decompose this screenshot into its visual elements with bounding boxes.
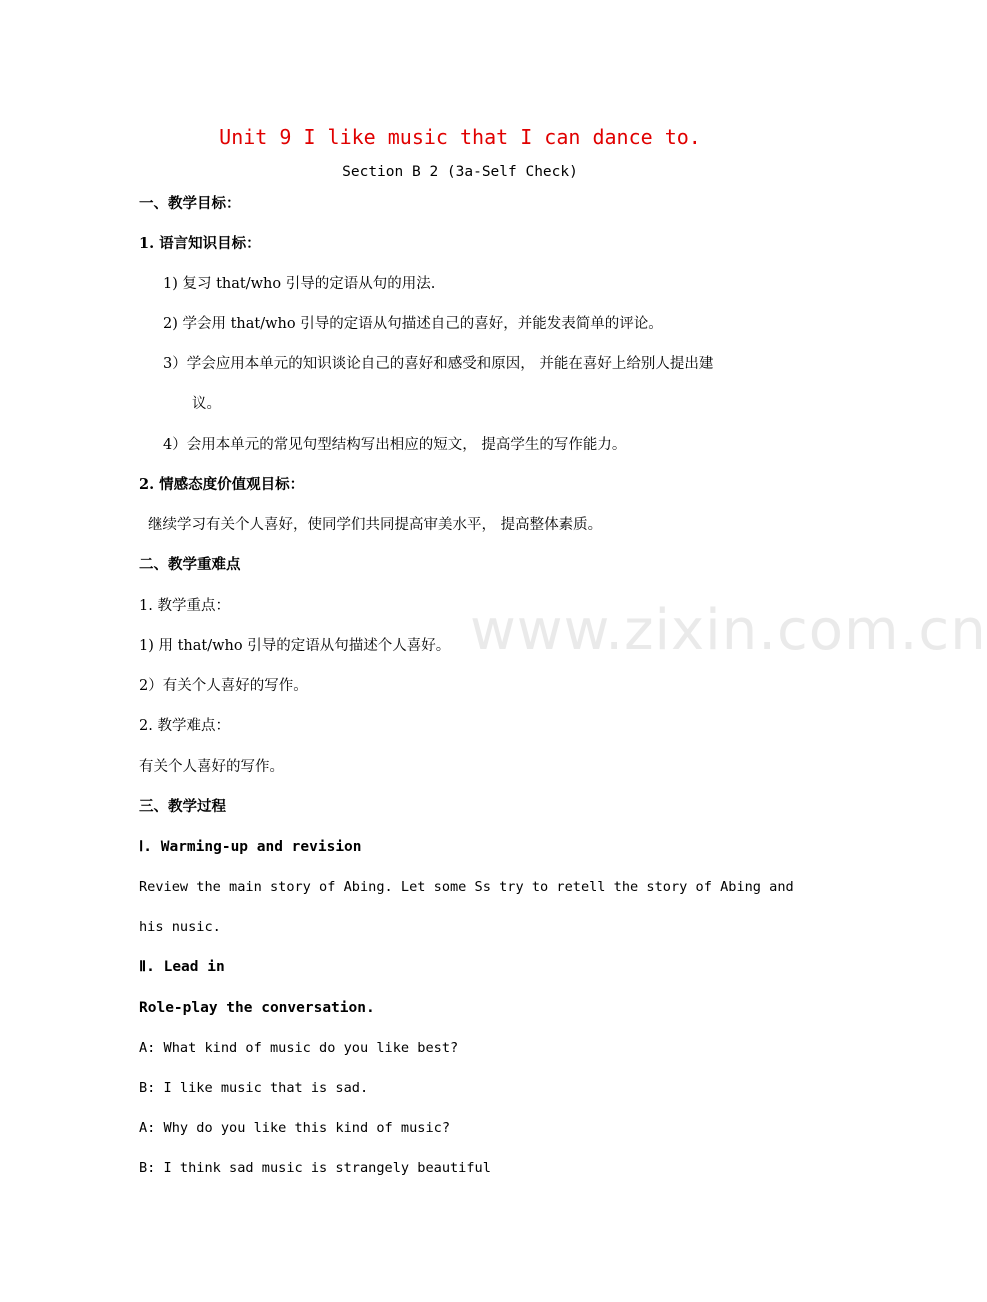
list-item: 1) 用 that/who 引导的定语从句描述个人喜好。: [139, 638, 451, 654]
instruction: Role-play the conversation.: [139, 1000, 375, 1016]
list-item: 4）会用本单元的常见句型结构写出相应的短文， 提高学生的写作能力。: [163, 437, 627, 453]
step-heading-warming-up: Ⅰ. Warming-up and revision: [139, 839, 362, 855]
list-item: 3）学会应用本单元的知识谈论自己的喜好和感受和原因， 并能在喜好上给别人提出建: [163, 356, 714, 372]
paragraph-continuation: his nusic.: [139, 919, 221, 935]
list-item-continuation: 议。: [192, 396, 221, 412]
subheading-emotional-goals: 2. 情感态度价值观目标：: [139, 476, 305, 493]
list-item: 2) 学会用 that/who 引导的定语从句描述自己的喜好，并能发表简单的评论。: [163, 316, 663, 332]
section-heading-process: 三、教学过程: [139, 798, 226, 815]
document-subtitle: Section B 2 (3a-Self Check): [342, 164, 578, 180]
subheading-key-focus: 1. 教学重点：: [139, 598, 230, 614]
watermark: www.zixin.com.cn: [470, 598, 987, 663]
paragraph: Review the main story of Abing. Let some Ss try to retell the story of Abing and: [139, 879, 794, 895]
dialogue-line: A: Why do you like this kind of music?: [139, 1120, 450, 1136]
paragraph: 继续学习有关个人喜好，使同学们共同提高审美水平， 提高整体素质。: [148, 517, 603, 533]
paragraph: 有关个人喜好的写作。: [139, 759, 284, 775]
document-title: Unit 9 I like music that I can dance to.: [219, 125, 701, 149]
dialogue-line: B: I like music that is sad.: [139, 1080, 369, 1096]
list-item: 1) 复习 that/who 引导的定语从句的用法.: [163, 276, 436, 292]
section-heading-objectives: 一、教学目标：: [139, 195, 241, 212]
subheading-language-goals: 1. 语言知识目标：: [139, 235, 261, 252]
step-heading-lead-in: Ⅱ. Lead in: [139, 959, 225, 975]
subheading-difficulty: 2. 教学难点：: [139, 718, 230, 734]
dialogue-line: B: I think sad music is strangely beautiful: [139, 1160, 491, 1176]
section-heading-key-points: 二、教学重难点: [139, 556, 241, 573]
dialogue-line: A: What kind of music do you like best?: [139, 1040, 459, 1056]
list-item: 2）有关个人喜好的写作。: [139, 678, 308, 694]
